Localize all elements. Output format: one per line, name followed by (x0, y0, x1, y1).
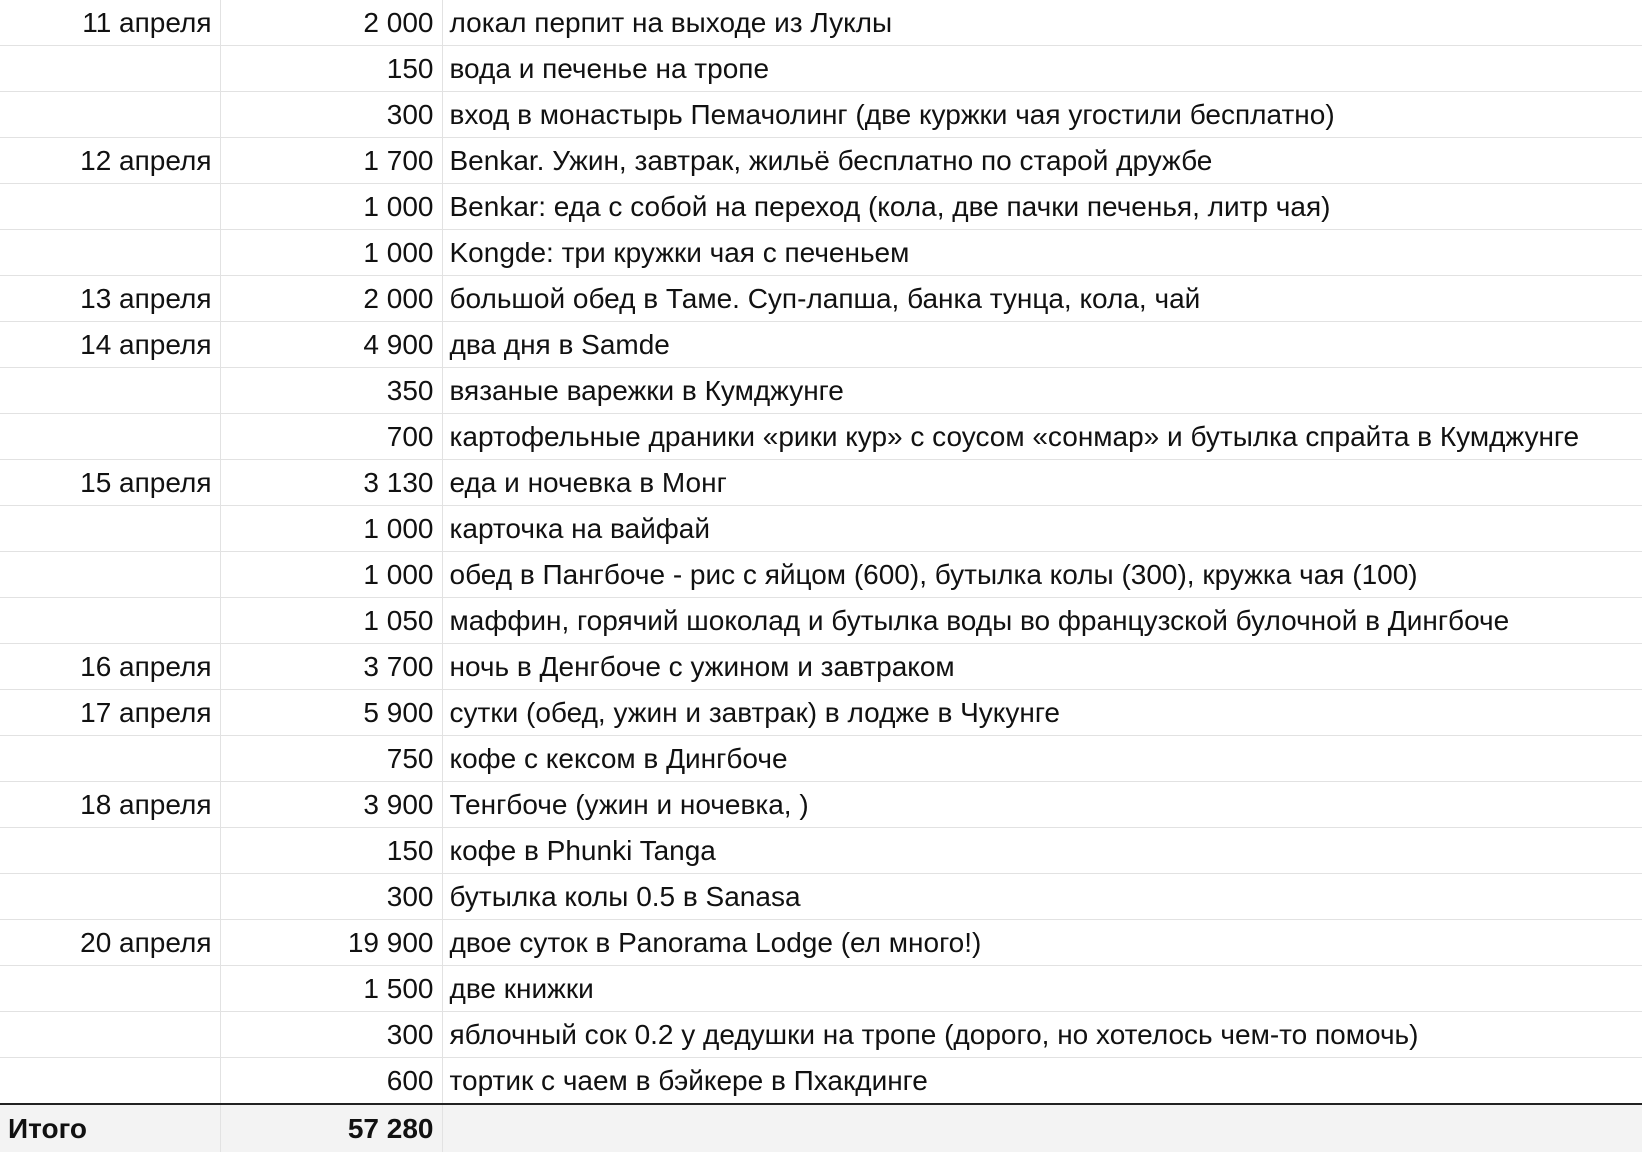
amount-cell[interactable]: 300 (220, 92, 442, 138)
table-row (0, 782, 1642, 828)
date-cell[interactable] (0, 1058, 220, 1105)
table-row (0, 414, 1642, 460)
date-cell[interactable] (0, 368, 220, 414)
amount-cell[interactable]: 1 000 (220, 184, 442, 230)
amount-cell[interactable]: 350 (220, 368, 442, 414)
table-row (0, 966, 1642, 1012)
table-row (0, 46, 1642, 92)
amount-cell[interactable]: 2 000 (220, 0, 442, 46)
description-cell[interactable]: Benkar. Ужин, завтрак, жильё бесплатно по старой дружбе (442, 138, 1642, 184)
date-cell[interactable]: 11 апреля (0, 0, 220, 46)
amount-cell[interactable]: 2 000 (220, 276, 442, 322)
table-row (0, 920, 1642, 966)
date-cell[interactable]: 15 апреля (0, 460, 220, 506)
date-cell[interactable] (0, 828, 220, 874)
date-cell[interactable]: 16 апреля (0, 644, 220, 690)
description-cell[interactable]: Тенгбоче (ужин и ночевка, ) (442, 782, 1642, 828)
amount-cell[interactable]: 600 (220, 1058, 442, 1105)
amount-cell[interactable]: 700 (220, 414, 442, 460)
date-cell[interactable]: 13 апреля (0, 276, 220, 322)
table-row (0, 92, 1642, 138)
description-cell[interactable]: Benkar: еда с собой на переход (кола, две пачки печенья, литр чая) (442, 184, 1642, 230)
amount-cell[interactable]: 1 050 (220, 598, 442, 644)
date-cell[interactable] (0, 874, 220, 920)
amount-cell[interactable]: 150 (220, 828, 442, 874)
description-cell[interactable]: локал перпит на выходе из Луклы (442, 0, 1642, 46)
date-cell[interactable] (0, 598, 220, 644)
date-cell[interactable] (0, 966, 220, 1012)
date-cell[interactable] (0, 230, 220, 276)
amount-cell[interactable]: 3 900 (220, 782, 442, 828)
table-row (0, 460, 1642, 506)
description-cell[interactable]: кофе в Phunki Tanga (442, 828, 1642, 874)
date-cell[interactable] (0, 736, 220, 782)
table-row (0, 874, 1642, 920)
table-row (0, 184, 1642, 230)
date-cell[interactable] (0, 184, 220, 230)
table-row (0, 644, 1642, 690)
amount-cell[interactable]: 1 000 (220, 506, 442, 552)
amount-cell[interactable]: 3 130 (220, 460, 442, 506)
description-cell[interactable]: маффин, горячий шоколад и бутылка воды во французской булочной в Дингбоче (442, 598, 1642, 644)
table-row (0, 138, 1642, 184)
table-row (0, 552, 1642, 598)
description-cell[interactable]: еда и ночевка в Монг (442, 460, 1642, 506)
amount-cell[interactable]: 300 (220, 874, 442, 920)
total-row (0, 1104, 1642, 1152)
description-cell[interactable]: вода и печенье на тропе (442, 46, 1642, 92)
description-cell[interactable]: вход в монастырь Пемачолинг (две куржки чая угостили бесплатно) (442, 92, 1642, 138)
amount-cell[interactable]: 1 500 (220, 966, 442, 1012)
table-row (0, 598, 1642, 644)
amount-cell[interactable]: 1 700 (220, 138, 442, 184)
description-cell[interactable]: большой обед в Таме. Суп-лапша, банка тунца, кола, чай (442, 276, 1642, 322)
amount-cell[interactable]: 150 (220, 46, 442, 92)
date-cell[interactable]: 14 апреля (0, 322, 220, 368)
date-cell[interactable] (0, 506, 220, 552)
description-cell[interactable]: два дня в Samde (442, 322, 1642, 368)
description-cell[interactable]: обед в Пангбоче - рис с яйцом (600), бутылка колы (300), кружка чая (100) (442, 552, 1642, 598)
total-label-cell[interactable]: Итого (0, 1104, 220, 1152)
table-row (0, 276, 1642, 322)
table-row (0, 690, 1642, 736)
date-cell[interactable] (0, 92, 220, 138)
table-row (0, 322, 1642, 368)
date-cell[interactable]: 18 апреля (0, 782, 220, 828)
table-row (0, 1012, 1642, 1058)
table-row (0, 1058, 1642, 1105)
description-cell[interactable]: вязаные варежки в Кумджунге (442, 368, 1642, 414)
description-cell[interactable]: яблочный сок 0.2 у дедушки на тропе (дорого, но хотелось чем-то помочь) (442, 1012, 1642, 1058)
amount-cell[interactable]: 1 000 (220, 552, 442, 598)
description-cell[interactable]: картофельные драники «рики кур» с соусом «сонмар» и бутылка спрайта в Кумджунге (442, 414, 1642, 460)
description-cell[interactable]: ночь в Денгбоче с ужином и завтраком (442, 644, 1642, 690)
amount-cell[interactable]: 1 000 (220, 230, 442, 276)
description-cell[interactable]: кофе с кексом в Дингбоче (442, 736, 1642, 782)
description-cell[interactable]: карточка на вайфай (442, 506, 1642, 552)
total-desc-cell[interactable] (442, 1104, 1642, 1152)
amount-cell[interactable]: 19 900 (220, 920, 442, 966)
amount-cell[interactable]: 4 900 (220, 322, 442, 368)
table-row (0, 368, 1642, 414)
table-row (0, 736, 1642, 782)
amount-cell[interactable]: 5 900 (220, 690, 442, 736)
description-cell[interactable]: сутки (обед, ужин и завтрак) в лодже в Чукунге (442, 690, 1642, 736)
description-cell[interactable]: двое суток в Panorama Lodge (ел много!) (442, 920, 1642, 966)
date-cell[interactable]: 12 апреля (0, 138, 220, 184)
amount-cell[interactable]: 3 700 (220, 644, 442, 690)
date-cell[interactable] (0, 46, 220, 92)
date-cell[interactable] (0, 414, 220, 460)
description-cell[interactable]: две книжки (442, 966, 1642, 1012)
date-cell[interactable]: 20 апреля (0, 920, 220, 966)
description-cell[interactable]: бутылка колы 0.5 в Sanasa (442, 874, 1642, 920)
table-row (0, 506, 1642, 552)
date-cell[interactable] (0, 1012, 220, 1058)
table-row (0, 0, 1642, 46)
table-row (0, 828, 1642, 874)
description-cell[interactable]: тортик с чаем в бэйкере в Пхакдинге (442, 1058, 1642, 1105)
date-cell[interactable] (0, 552, 220, 598)
amount-cell[interactable]: 750 (220, 736, 442, 782)
date-cell[interactable]: 17 апреля (0, 690, 220, 736)
total-amount-cell[interactable]: 57 280 (220, 1104, 442, 1152)
table-row (0, 230, 1642, 276)
description-cell[interactable]: Kongde: три кружки чая с печеньем (442, 230, 1642, 276)
amount-cell[interactable]: 300 (220, 1012, 442, 1058)
